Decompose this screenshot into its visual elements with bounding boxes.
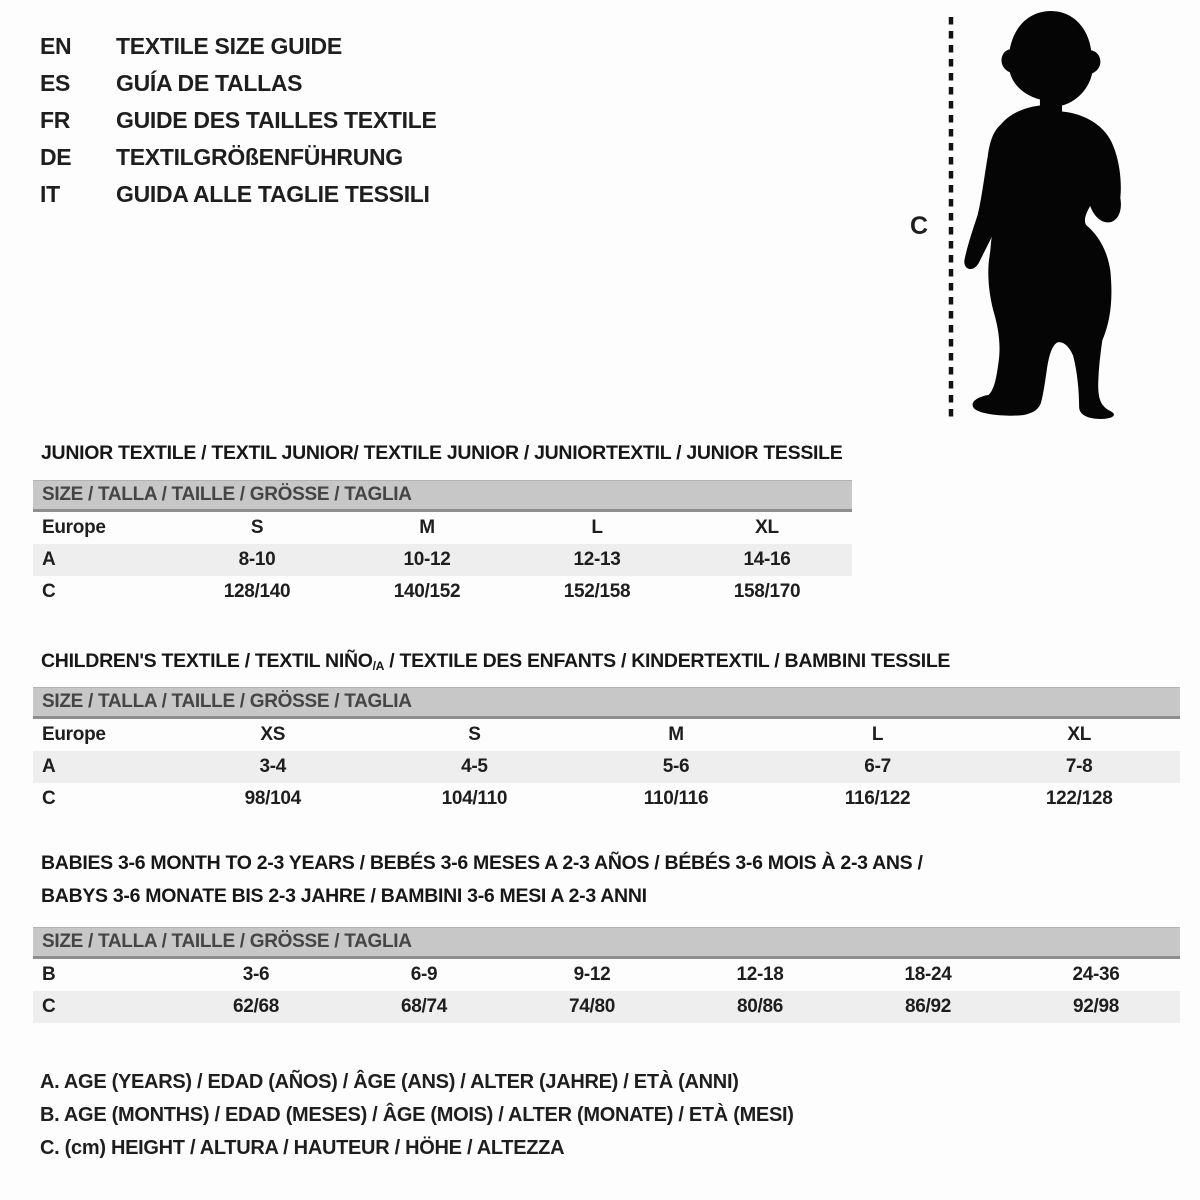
cell-value: 24-36: [1072, 964, 1120, 985]
table-row: [33, 959, 1180, 991]
cell-value: L: [871, 724, 884, 745]
guide-title: TEXTILE SIZE GUIDE: [116, 33, 342, 59]
cell-value: 92/98: [1072, 996, 1120, 1017]
cell-value: L: [591, 517, 603, 538]
cell-value: 6-9: [410, 964, 438, 985]
section-heading: [41, 437, 843, 470]
toddler-silhouette-image: [960, 8, 1146, 422]
table-row: [33, 991, 1180, 1023]
cell-value: 9-12: [573, 964, 611, 985]
footer-note: C. (cm) HEIGHT / ALTURA / HAUTEUR / HÖHE / ALTEZZA: [40, 1137, 565, 1159]
table-row: [33, 544, 852, 576]
section-heading-line: [41, 880, 923, 913]
cell-value: M: [668, 724, 684, 745]
row-label: Europe: [42, 517, 106, 538]
size-table: [33, 480, 852, 608]
table-size-header: SIZE / TALLA / TAILLE / GRÖSSE / TAGLIA: [33, 927, 1180, 959]
cell-value: 110/116: [643, 788, 709, 809]
section-heading-line: [41, 847, 923, 880]
cell-value: 140/152: [393, 581, 461, 602]
section-heading: [41, 847, 923, 913]
cell-value: 86/92: [904, 996, 952, 1017]
table-row: [33, 751, 1180, 783]
language-code: EN: [40, 33, 72, 59]
heading-subscript: /A: [372, 659, 385, 674]
guide-title: GUÍA DE TALLAS: [116, 70, 303, 96]
cell-value: 12-13: [573, 549, 621, 570]
cell-value: 128/140: [223, 581, 291, 602]
language-row: [40, 28, 437, 65]
row-label: B: [42, 964, 56, 985]
cell-value: S: [250, 517, 264, 538]
language-code: IT: [40, 181, 60, 207]
cell-value: S: [468, 724, 481, 745]
guide-title: GUIDA ALLE TAGLIE TESSILI: [116, 181, 430, 207]
heading-text: BABYS 3-6 MONATE BIS 2-3 JAHRE / BAMBINI 3-6 MESI A 2-3 ANNI: [41, 885, 647, 907]
cell-value: 68/74: [400, 996, 448, 1017]
cell-value: XL: [755, 517, 779, 538]
heading-text: BABIES 3-6 MONTH TO 2-3 YEARS / BEBÉS 3-6 MESES A 2-3 AÑOS / BÉBÉS 3-6 MOIS À 2-3 ANS /: [41, 852, 923, 874]
row-label: A: [42, 549, 56, 570]
language-title-list: [40, 28, 437, 213]
heading-text: JUNIOR TEXTILE / TEXTIL JUNIOR/ TEXTILE JUNIOR / JUNIORTEXTIL / JUNIOR TESSILE: [41, 442, 843, 464]
section-heading-line: [41, 645, 950, 680]
size-table: [33, 927, 1180, 1023]
cell-value: 158/170: [733, 581, 801, 602]
table-size-header: SIZE / TALLA / TAILLE / GRÖSSE / TAGLIA: [33, 687, 1180, 719]
language-code: FR: [40, 107, 71, 133]
cell-value: M: [419, 517, 435, 538]
cell-value: XS: [260, 724, 286, 745]
row-label: C: [42, 788, 56, 809]
table-size-header: SIZE / TALLA / TAILLE / GRÖSSE / TAGLIA: [33, 480, 852, 512]
table-row: [33, 576, 852, 608]
cell-value: 10-12: [403, 549, 451, 570]
cell-value: 80/86: [736, 996, 784, 1017]
cell-value: 8-10: [238, 549, 276, 570]
cell-value: 6-7: [864, 756, 891, 777]
table-row: [33, 783, 1180, 815]
row-label: C: [42, 581, 56, 602]
cell-value: 116/122: [844, 788, 911, 809]
table-row: [33, 512, 852, 544]
footer-note: B. AGE (MONTHS) / EDAD (MESES) / ÂGE (MOIS) / ALTER (MONATE) / ETÀ (MESI): [40, 1104, 794, 1126]
cell-value: 5-6: [662, 756, 690, 777]
cell-value: 18-24: [904, 964, 952, 985]
cell-value: 74/80: [568, 996, 616, 1017]
language-row: [40, 65, 437, 102]
cell-value: 104/110: [441, 788, 508, 809]
row-label: Europe: [42, 724, 106, 745]
section-heading-line: [41, 437, 843, 470]
guide-title: GUIDE DES TAILLES TEXTILE: [116, 107, 437, 133]
size-table: [33, 687, 1180, 815]
language-code: ES: [40, 70, 71, 96]
row-label: C: [42, 996, 56, 1017]
cell-value: 122/128: [1045, 788, 1113, 809]
cell-value: 62/68: [232, 996, 280, 1017]
heading-text: CHILDREN'S TEXTILE / TEXTIL NIÑO: [41, 650, 373, 672]
row-label: A: [42, 756, 56, 777]
footer-note: A. AGE (YEARS) / EDAD (AÑOS) / ÂGE (ANS) / ALTER (JAHRE) / ETÀ (ANNI): [40, 1071, 739, 1093]
language-code: DE: [40, 144, 72, 170]
language-row: [40, 176, 437, 213]
cell-value: 3-6: [242, 964, 270, 985]
height-dashed-line: [943, 14, 959, 420]
cell-value: XL: [1067, 724, 1092, 745]
cell-value: 152/158: [563, 581, 631, 602]
cell-value: 7-8: [1065, 756, 1093, 777]
language-row: [40, 102, 437, 139]
footer-notes: [40, 1066, 794, 1165]
table-row: [33, 719, 1180, 751]
guide-title: TEXTILGRÖßENFÜHRUNG: [116, 144, 403, 170]
cell-value: 14-16: [743, 549, 791, 570]
cell-value: 4-5: [461, 756, 488, 777]
section-heading: [41, 645, 950, 680]
cell-value: 3-4: [259, 756, 287, 777]
cell-value: 12-18: [736, 964, 784, 985]
language-row: [40, 139, 437, 176]
height-measure-label: C: [910, 212, 928, 240]
cell-value: 98/104: [244, 788, 301, 809]
heading-text: / TEXTILE DES ENFANTS / KINDERTEXTIL / BAMBINI TESSILE: [384, 650, 951, 672]
